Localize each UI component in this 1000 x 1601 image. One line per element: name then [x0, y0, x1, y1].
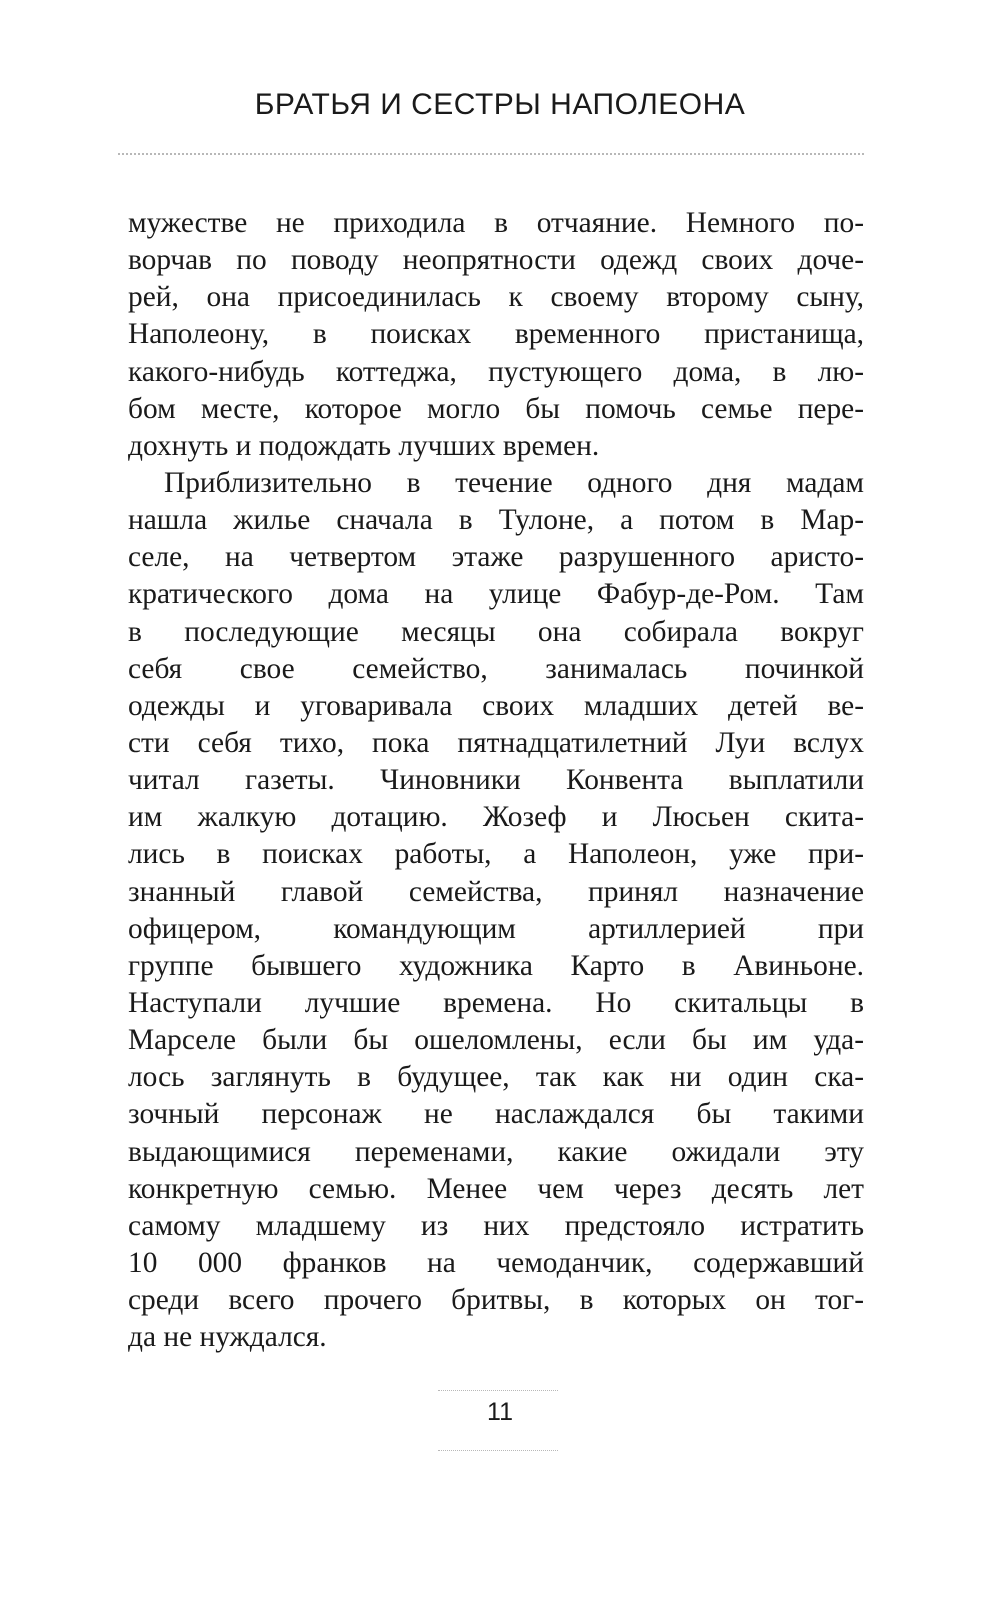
text-line: одежды и уговаривала своих младших детей ве- — [128, 689, 864, 722]
text-line: зочный персонаж не наслаждался бы такими — [128, 1098, 864, 1131]
text-line: лось заглянуть в будущее, так как ни один ска- — [128, 1061, 864, 1094]
page-number-divider-top — [438, 1390, 558, 1391]
text-line: рей, она присоединилась к своему второму сыну, — [128, 281, 864, 314]
text-line: им жалкую дотацию. Жозеф и Люсьен скита- — [128, 801, 864, 834]
text-body — [128, 205, 864, 1356]
text-line: мужестве не приходила в отчаяние. Немного по- — [128, 207, 864, 239]
text-line: офицером, командующим артиллерией при — [128, 912, 864, 945]
text-line: лись в поисках работы, а Наполеон, уже при- — [128, 838, 864, 871]
text-line: самому младшему из них предстояло истратить — [128, 1209, 864, 1242]
paragraph-1 — [128, 205, 864, 465]
text-line: читал газеты. Чиновники Конвента выплатили — [128, 764, 864, 797]
running-head: БРАТЬЯ И СЕСТРЫ НАПОЛЕОНА — [254, 88, 746, 121]
page-number-divider-bottom — [438, 1450, 558, 1451]
text-line: Приблизительно в течение одного дня мадам — [164, 466, 864, 499]
header-divider — [118, 153, 864, 155]
text-line: выдающимися переменами, какие ожидали эту — [128, 1135, 864, 1168]
text-line: Наступали лучшие времена. Но скитальцы в — [128, 986, 864, 1019]
text-line: сти себя тихо, пока пятнадцатилетний Луи вслух — [128, 726, 864, 759]
text-line: нашла жилье сначала в Тулоне, а потом в Мар- — [128, 504, 864, 537]
text-line: конкретную семью. Менее чем через десять лет — [128, 1172, 864, 1205]
text-line: себя свое семейство, занималась починкой — [128, 652, 864, 685]
text-line: среди всего прочего бритвы, в которых он тог- — [128, 1284, 864, 1317]
text-line: кратического дома на улице Фабур-де-Ром. Там — [128, 578, 864, 611]
text-line: дохнуть и подождать лучших времен. — [128, 429, 600, 462]
text-line: Марселе были бы ошеломлены, если бы им уда- — [128, 1024, 864, 1057]
text-line: в последующие месяцы она собирала вокруг — [128, 615, 864, 648]
text-line: бом месте, которое могло бы помочь семье пере- — [128, 392, 864, 425]
text-line: группе бывшего художника Карто в Авиньоне. — [128, 949, 864, 982]
text-line: 10 000 франков на чемоданчик, содержавший — [128, 1246, 864, 1279]
paragraph-2 — [128, 465, 864, 1356]
page-number: 11 — [487, 1398, 513, 1426]
text-line: Наполеону, в поисках временного пристанища, — [128, 318, 864, 351]
text-line: какого-нибудь коттеджа, пустующего дома, в лю- — [128, 355, 864, 388]
text-line: знанный главой семейства, принял назначение — [128, 875, 864, 908]
text-line: селе, на четвертом этаже разрушенного аристо- — [128, 541, 864, 574]
text-line: ворчав по поводу неопрятности одежд своих доче- — [128, 244, 864, 277]
text-line: да не нуждался. — [128, 1321, 327, 1354]
